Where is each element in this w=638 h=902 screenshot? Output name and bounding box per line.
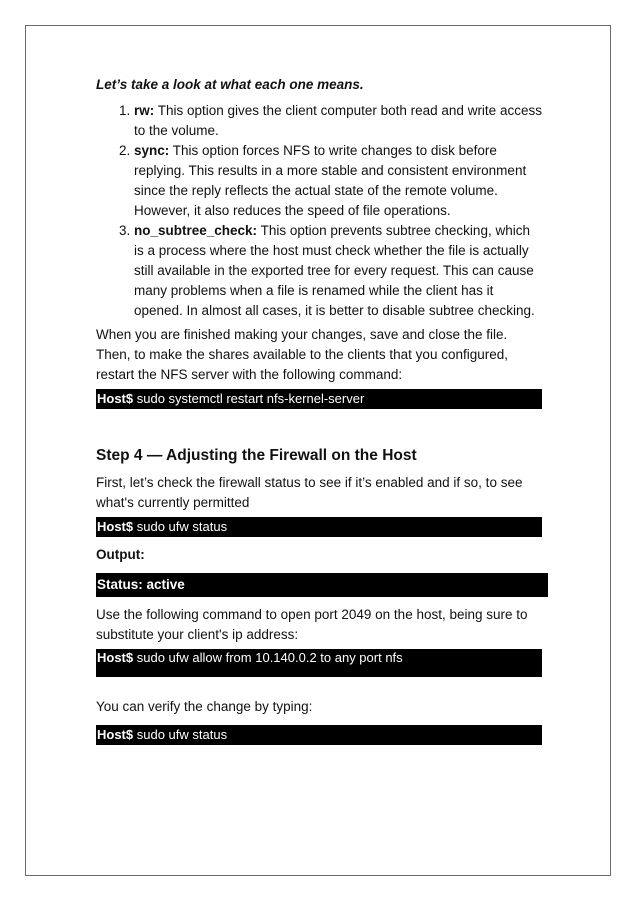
list-item-sync [134, 141, 542, 221]
step-4-heading: Step 4 — Adjusting the Firewall on the Host [96, 447, 417, 464]
status-output-block: Status: active [96, 573, 548, 597]
document-body [96, 75, 542, 745]
option-description: This option gives the client computer both read and write access to the volume. [134, 103, 542, 138]
command-text: sudo ufw status [133, 519, 228, 534]
allow-paragraph: Use the following command to open port 2049 on the host, being sure to substitute your client's ip address: [96, 607, 528, 642]
list-item-no-subtree-check [134, 221, 542, 321]
command-block-allow [96, 649, 542, 677]
command-block-status [96, 517, 542, 537]
command-prompt: Host$ [97, 650, 134, 665]
restart-paragraph: When you are finished making your changes, save and close the file. Then, to make the shares available to the clients that you configured, restart the NFS server with the following command: [96, 327, 508, 382]
option-term: no_subtree_check: [134, 223, 258, 238]
output-label: Output: [96, 547, 145, 562]
command-prompt: Host$ [97, 391, 134, 406]
option-description: This option prevents subtree checking, which is a process where the host must check whether the file is actually still available in the exported tree for every request. This can cause many problems when a file is renamed while the client has it opened. In almost all cases, it is better to disable subtree checking. [134, 223, 535, 318]
option-term: rw: [134, 103, 155, 118]
option-term: sync: [134, 143, 170, 158]
command-prompt: Host$ [97, 519, 134, 534]
list-item-rw [134, 101, 542, 141]
intro-heading: Let’s take a look at what each one means. [96, 77, 364, 92]
command-block-status-verify [96, 725, 542, 745]
command-text: sudo ufw status [133, 727, 228, 742]
command-text: sudo systemctl restart nfs-kernel-server [133, 391, 365, 406]
option-description: This option forces NFS to write changes to disk before replying. This results in a more stable and consistent environment since the reply reflects the actual state of the remote volume. However, it also reduces the speed of file operations. [134, 143, 527, 218]
verify-paragraph: You can verify the change by typing: [96, 699, 313, 714]
command-text: sudo ufw allow from 10.140.0.2 to any port nfs [133, 650, 403, 665]
command-block-restart [96, 389, 542, 409]
options-list [96, 101, 542, 321]
firewall-paragraph: First, let’s check the firewall status to see if it’s enabled and if so, to see what's currently permitted [96, 475, 523, 510]
command-prompt: Host$ [97, 727, 134, 742]
